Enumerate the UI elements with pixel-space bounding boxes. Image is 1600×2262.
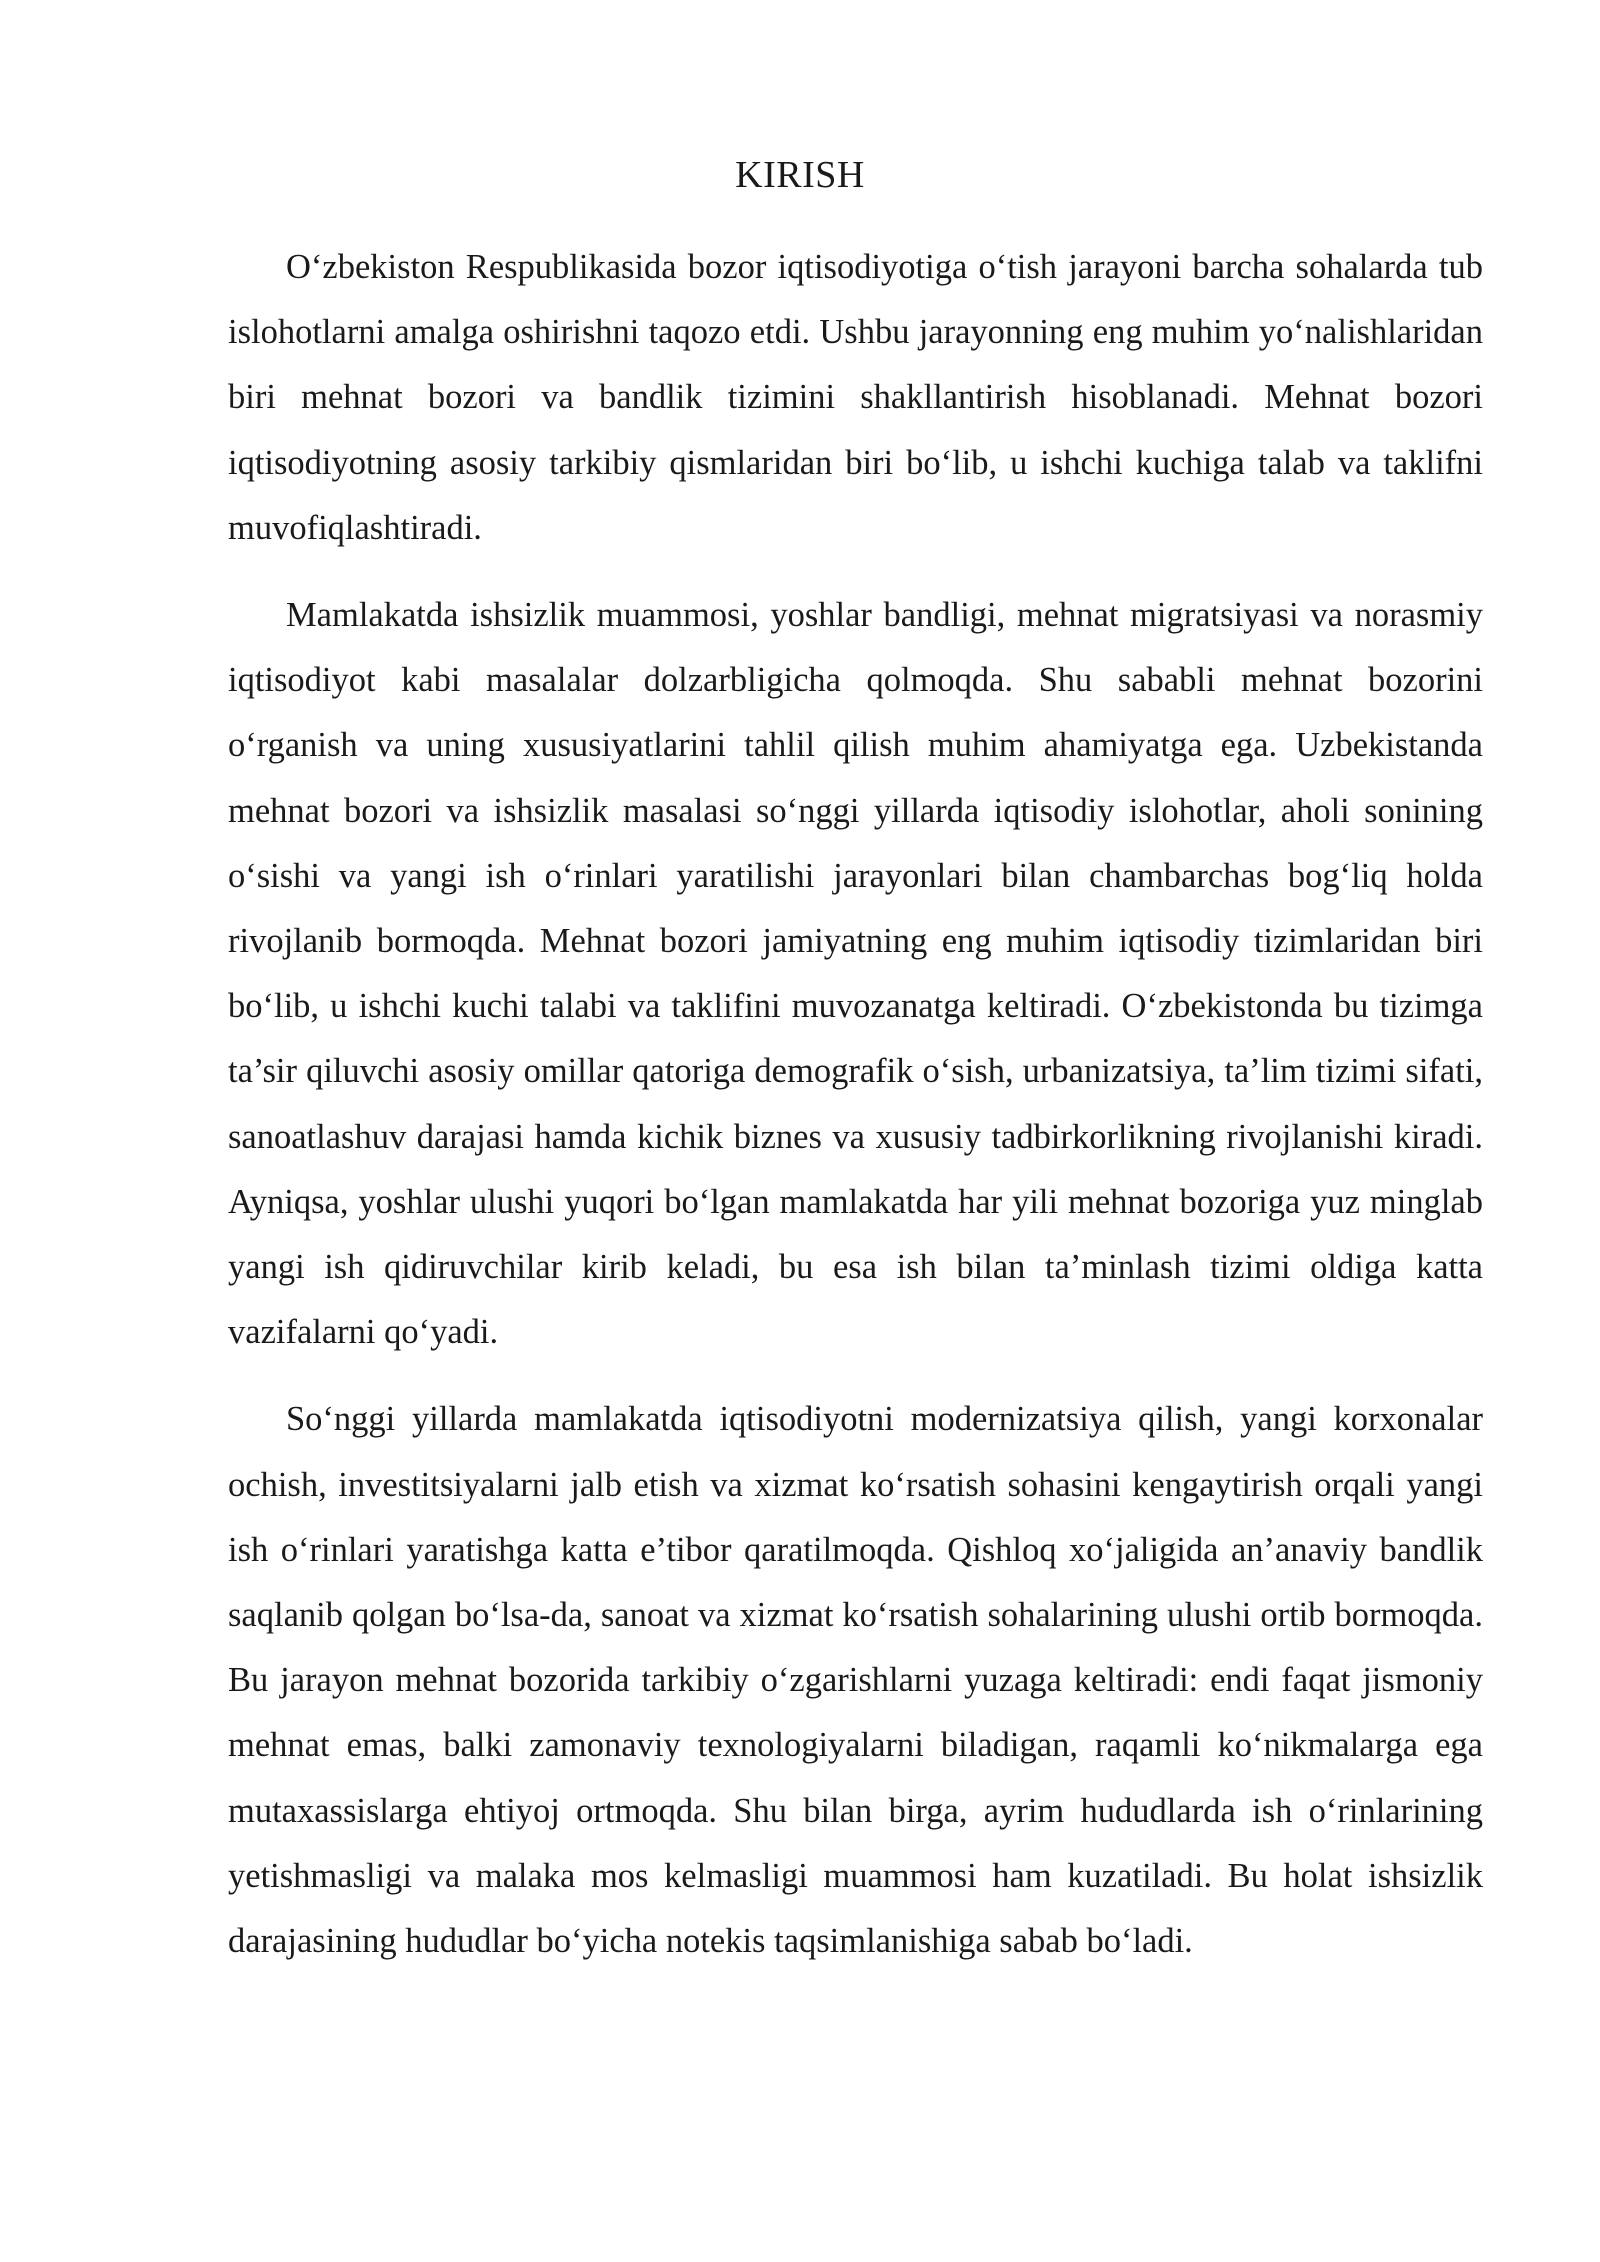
- document-body: [228, 235, 1483, 1996]
- paragraph-3: So‘nggi yillarda mamlakatda iqtisodiyotni modernizatsiya qilish, yangi korxonalar ochish, investitsiyalarni jalb etish va xizmat ko‘rsatish sohasini kengaytirish orqali yangi ish o‘rinlari yaratishga katta e’tibor qaratilmoqda. Qishloq xo‘jaligida an’anaviy bandlik saqlanib qolgan bo‘lsa-da, sanoat va xizmat ko‘rsatish sohalarining ulushi ortib bormoqda. Bu jarayon mehnat bozorida tarkibiy o‘zgarishlarni yuzaga keltiradi: endi faqat jismoniy mehnat emas, balki zamonaviy texnologiyalarni biladigan, raqamli ko‘nikmalarga ega mutaxassislarga ehtiyoj ortmoqda. Shu bilan birga, ayrim hududlarda ish o‘rinlarining yetishmasligi va malaka mos kelmasligi muammosi ham kuzatiladi. Bu holat ishsizlik darajasining hududlar bo‘yicha notekis taqsimlanishiga sabab bo‘ladi.: [228, 1400, 1483, 1961]
- page-title: KIRISH: [735, 154, 865, 196]
- paragraph-1: O‘zbekiston Respublikasida bozor iqtisodiyotiga o‘tish jarayoni barcha sohalarda tub islohotlarni amalga oshirishni taqozo etdi. Ushbu jarayonning eng muhim yo‘nalishlaridan biri mehnat bozori va bandlik tizimini shakllantirish hisoblanadi. Mehnat bozori iqtisodiyotning asosiy tarkibiy qismlaridan biri bo‘lib, u ishchi kuchiga talab va taklifni muvofiqlashtiradi.: [228, 248, 1483, 547]
- paragraph-2: Mamlakatda ishsizlik muammosi, yoshlar bandligi, mehnat migratsiyasi va norasmiy iqtisodiyot kabi masalalar dolzarbligicha qolmoqda. Shu sababli mehnat bozorini o‘rganish va uning xususiyatlarini tahlil qilish muhim ahamiyatga ega. Uzbekistanda mehnat bozori va ishsizlik masalasi so‘nggi yillarda iqtisodiy islohotlar, aholi sonining o‘sishi va yangi ish o‘rinlari yaratilishi jarayonlari bilan chambarchas bog‘liq holda rivojlanib bormoqda. Mehnat bozori jamiyatning eng muhim iqtisodiy tizimlaridan biri bo‘lib, u ishchi kuchi talabi va taklifini muvozanatga keltiradi. O‘zbekistonda bu tizimga ta’sir qiluvchi asosiy omillar qatoriga demografik o‘sish, urbanizatsiya, ta’lim tizimi sifati, sanoatlashuv darajasi hamda kichik biznes va xususiy tadbirkorlikning rivojlanishi kiradi. Ayniqsa, yoshlar ulushi yuqori bo‘lgan mamlakatda har yili mehnat bozoriga yuz minglab yangi ish qidiruvchilar kirib keladi, bu esa ish bilan ta’minlash tizimi oldiga katta vazifalarni qo‘yadi.: [228, 596, 1483, 1352]
